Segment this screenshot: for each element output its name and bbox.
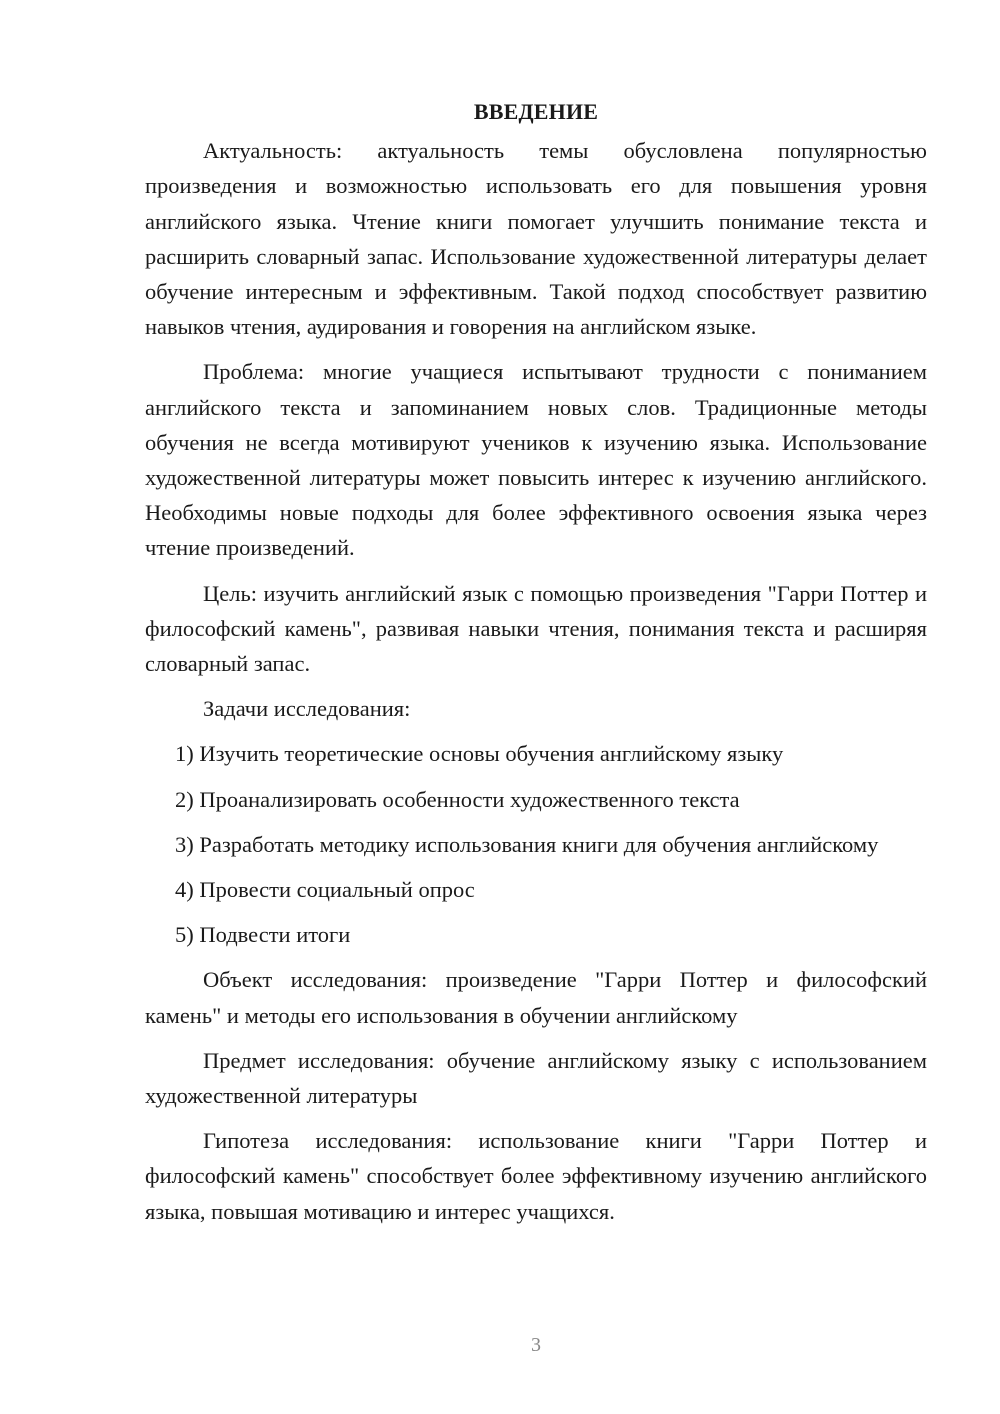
problem-paragraph: Проблема: многие учащиеся испытывают трудности с пониманием английского текста и запоминанием новых слов. Традиционные методы обучения не всегда мотивируют учеников к изучению языка. Использование художественной литературы может повысить интерес к изучению английского. Необходимы новые подходы для более эффективного освоения языка через чтение произведений.	[145, 359, 927, 561]
goal-paragraph: Цель: изучить английский язык с помощью произведения "Гарри Поттер и философский камень", развивая навыки чтения, понимания текста и расширяя словарный запас.	[145, 580, 927, 677]
tasks-heading: Задачи исследования:	[203, 696, 411, 722]
task-item: 2) Проанализировать особенности художественного текста	[175, 786, 740, 812]
section-title: ВВЕДЕНИЕ	[473, 99, 599, 124]
task-item: 1) Изучить теоретические основы обучения английскому языку	[175, 741, 784, 767]
subject-paragraph: Предмет исследования: обучение английскому языку с использованием художественной литературы	[145, 1047, 927, 1109]
page-number: 3	[531, 1334, 541, 1356]
object-paragraph: Объект исследования: произведение "Гарри Поттер и философский камень" и методы его использования в обучении английскому	[145, 967, 927, 1028]
relevance-paragraph: Актуальность: актуальность темы обусловлена популярностью произведения и возможностью использовать его для повышения уровня английского языка. Чтение книги помогает улучшить понимание текста и расширить словарный запас. Использование художественной литературы делает обучение интересным и эффективным. Такой подход способствует развитию навыков чтения, аудирования и говорения на английском языке.	[145, 138, 927, 340]
task-item: 5) Подвести итоги	[175, 922, 351, 948]
hypothesis-paragraph: Гипотеза исследования: использование книги "Гарри Поттер и философский камень" способствует более эффективному изучению английского языка, повышая мотивацию и интерес учащихся.	[145, 1128, 927, 1224]
task-item: 4) Провести социальный опрос	[175, 877, 475, 903]
task-item: 3) Разработать методику использования книги для обучения английскому	[175, 831, 879, 857]
page-content	[145, 94, 927, 1239]
